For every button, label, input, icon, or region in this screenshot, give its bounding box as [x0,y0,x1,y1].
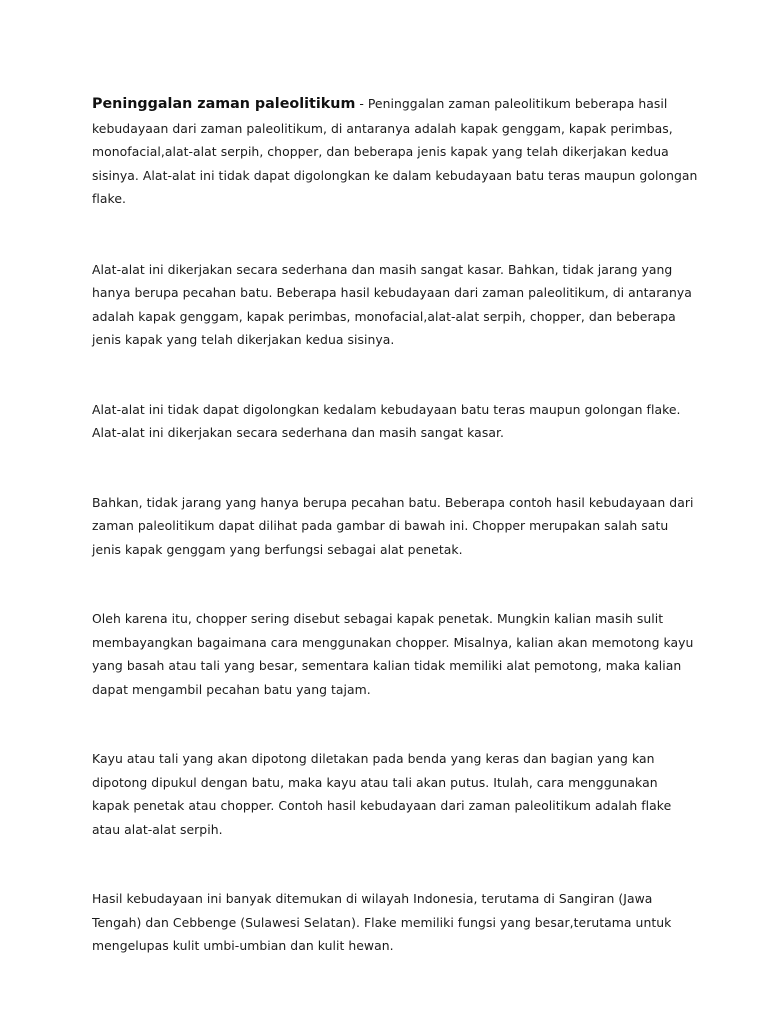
body-paragraph-1: Alat-alat ini dikerjakan secara sederhana dan masih sangat kasar. Bahkan, tidak jarang yang hanya berupa pecahan batu. Beberapa hasil kebudayaan dari zaman paleolitikum, di antaranya adalah kapak genggam, kapak perimbas, monofacial,alat-alat serpih, chopper, dan beberapa jenis kapak yang telah dikerjakan kedua sisinya. [92,261,692,347]
intro-paragraph [92,92,698,211]
body-paragraph-2: Alat-alat ini tidak dapat digolongkan kedalam kebudayaan batu teras maupun golongan flake. Alat-alat ini dikerjakan secara sederhana dan masih sangat kasar. [92,401,681,440]
body-paragraph-4: Oleh karena itu, chopper sering disebut sebagai kapak penetak. Mungkin kalian masih sulit membayangkan bagaimana cara menggunakan chopper. Misalnya, kalian akan memotong kayu yang basah atau tali yang besar, sementara kalian tidak memiliki alat pemotong, maka kalian dapat mengambil pecahan batu yang tajam. [92,611,694,697]
document-heading: Peninggalan zaman paleolitikum [92,96,356,112]
body-paragraph-3: Bahkan, tidak jarang yang hanya berupa pecahan batu. Beberapa contoh hasil kebudayaan dari zaman paleolitikum dapat dilihat pada gambar di bawah ini. Chopper merupakan salah satu jenis kapak genggam yang berfungsi sebagai alat penetak. [92,494,694,557]
document-body [92,92,698,1004]
body-paragraph-6: Hasil kebudayaan ini banyak ditemukan di wilayah Indonesia, terutama di Sangiran (Jawa Tengah) dan Cebbenge (Sulawesi Selatan). Flake memiliki fungsi yang besar,terutama untuk mengelupas kulit umbi-umbian dan kulit hewan. [92,891,672,953]
intro-text: - Peninggalan zaman paleolitikum beberapa hasil kebudayaan dari zaman paleolitikum, di antaranya adalah kapak genggam, kapak perimbas, monofacial,alat-alat serpih, chopper, dan beberapa jenis kapak yang telah dikerjakan kedua sisinya. Alat-alat ini tidak dapat digolongkan ke dalam kebudayaan batu teras maupun golongan flake. [92,96,698,206]
body-paragraph-5: Kayu atau tali yang akan dipotong diletakan pada benda yang keras dan bagian yang kan dipotong dipukul dengan batu, maka kayu atau tali akan putus. Itulah, cara menggunakan kapak penetak atau chopper. Contoh hasil kebudayaan dari zaman paleolitikum adalah flake atau alat-alat serpih. [92,751,672,837]
